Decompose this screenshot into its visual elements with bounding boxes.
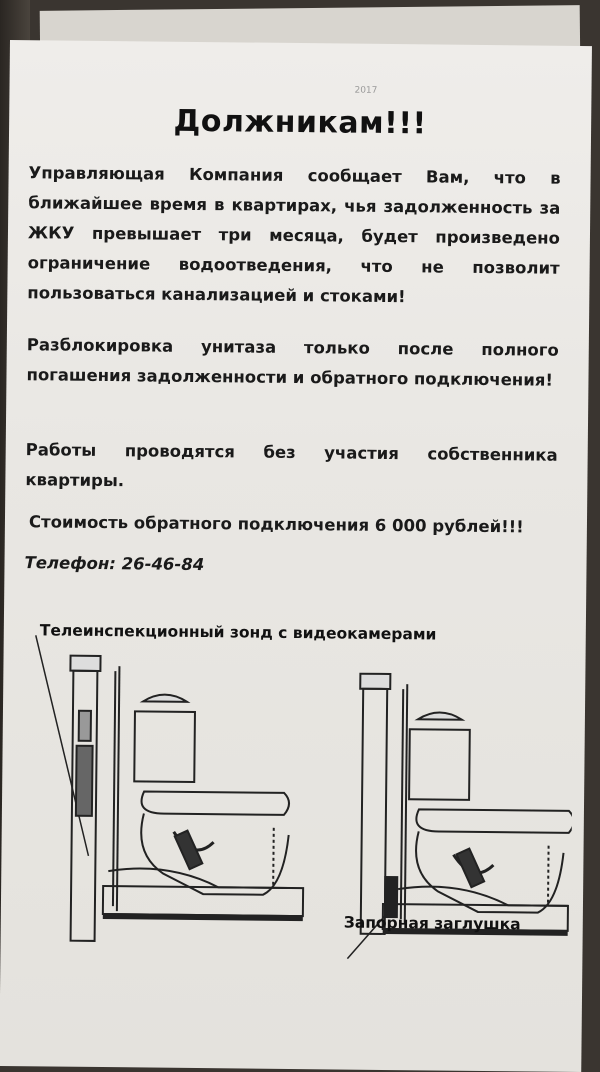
notice-sheet	[0, 40, 592, 1072]
notice-title: Должникам!!!	[173, 103, 427, 142]
paragraph-unblock: Разблокировка унитаза только после полного погашения задолженности и обратного подключения!	[26, 335, 559, 390]
paragraph-cost: Стоимость обратного подключения 6 000 рублей!!!	[28, 512, 524, 537]
plug-label: Запорная заглушка	[343, 913, 521, 934]
probe-label: Телеинспекционный зонд с видеокамерами	[39, 621, 437, 644]
phone-line: Телефон: 26-46-84	[24, 553, 205, 575]
paragraph-works: Работы проводятся без участия собственника квартиры.	[25, 440, 558, 491]
header-scrawl: 2017	[354, 85, 378, 96]
paragraph-restriction: Управляющая Компания сообщает Вам, что в ближайшее время в квартирах, чья задолженность за ЖКУ превышает три месяца, будет произведено ограничение водоотведения, что не позволит пользоваться канализацией и стоками!	[27, 163, 561, 307]
